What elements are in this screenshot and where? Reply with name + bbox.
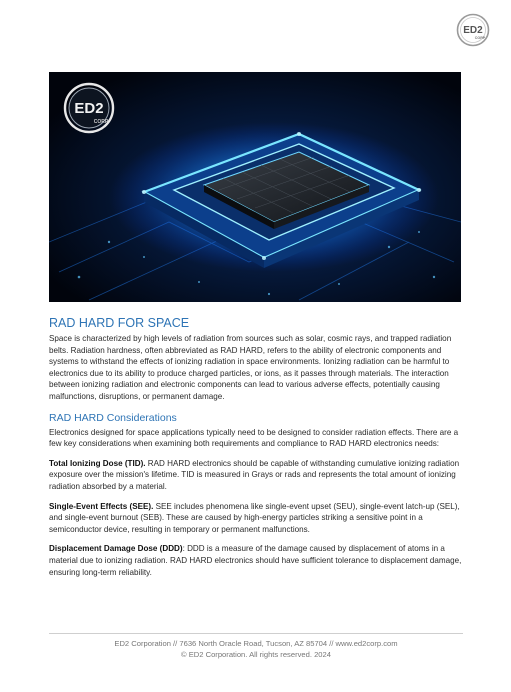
consideration-term: Displacement Damage Dose (DDD) [49,544,183,554]
footer-copyright: © ED2 Corporation. All rights reserved. 2024 [181,650,331,659]
consideration-text: SEE includes phenomena like single-event upset (SEU), single-event latch-up (SEL), and single-event burnout (SEB). These are caused by high-energy particles striking a sensitive point in a semiconductor device, resulting in temporary or permanent malfunctions. [49,501,460,534]
consideration-term: Single-Event Effects (SEE). [49,501,154,511]
footer-address: ED2 Corporation // 7636 North Oracle Road, Tucson, AZ 85704 // www.ed2corp.com [114,639,398,648]
intro-paragraph: Space is characterized by high levels of radiation from sources such as solar, cosmic rays, and trapped radiation belts. Radiation hardness, often abbreviated as RAD HARD, refers to the ability of electronic components and systems to withstand the effects of ionizing radiation in space environments. Ionizing radiation can be harmful to electronics due to its ability to produce charged particles, or ions, as it passes through materials. The interaction between ionizing radiation and electronic components can lead to various adverse effects, potentially causing malfunctions, disruptions, or permanent damage. [49,334,452,401]
corner-logo-text: ED2 [463,25,483,36]
intro-heading: RAD HARD FOR SPACE [49,316,190,330]
ed2-logo-icon [453,13,493,47]
consideration-item-see [49,501,463,536]
considerations-heading: RAD HARD Considerations [49,411,177,424]
considerations-paragraph: Electronics designed for space applications typically need to be designed to consider radiation effects. There are a few key considerations when examining both requirements and compliance to RAD HARD electronics needs: [49,427,459,449]
corner-logo-subtext: CORP [474,36,486,40]
article-content [49,316,463,578]
consideration-item-tid [49,458,463,493]
page-footer [49,638,463,660]
consideration-text: RAD HARD electronics should be capable of withstanding cumulative ionizing radiation exposure over the mission's lifetime. TID is measured in Grays or rads and represents the total amount of ionizing radiation absorbed by a material. [49,458,460,491]
ed2-corp-logo [453,13,493,47]
consideration-text: : DDD is a measure of the damage caused by displacement of atoms in a material due to ionizing radiation. RAD HARD electronics should have sufficient tolerance to displacement damage, ensuring long-term reliability. [49,544,462,577]
hero-logo-subtext: CORP [93,119,109,125]
hero-logo-text: ED2 [74,100,104,117]
footer-divider [49,633,463,634]
consideration-item-ddd [49,543,463,578]
consideration-term: Total Ionizing Dose (TID). [49,458,146,468]
hero-logo [65,84,113,132]
hero-chip-image [49,72,461,302]
